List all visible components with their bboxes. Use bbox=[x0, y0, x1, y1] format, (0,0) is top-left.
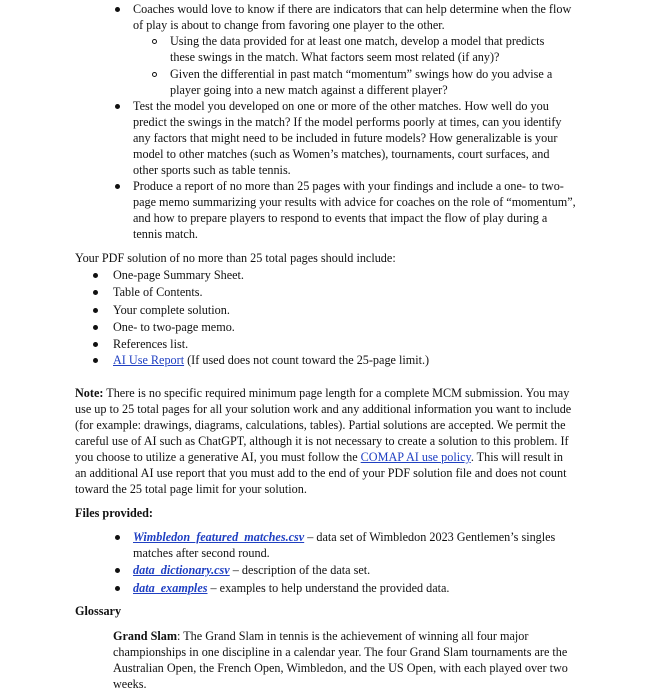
files-heading: Files provided: bbox=[75, 506, 153, 520]
pdf-item: Table of Contents. bbox=[113, 285, 203, 299]
pdf-item: One-page Summary Sheet. bbox=[113, 268, 244, 282]
bullet bbox=[115, 568, 120, 573]
data-dictionary-link[interactable]: data_dictionary.csv bbox=[133, 563, 230, 577]
pdf-item: Your complete solution. bbox=[113, 303, 230, 317]
question-3: Produce a report of no more than 25 pages with your findings and include a one- to two-page memo summarizing your results with advice for coaches on the role of “momentum”, and how to prepare players to respond to events that impact the flow of play during a tennis match. bbox=[133, 179, 576, 241]
wimbledon-csv-link[interactable]: Wimbledon_featured_matches.csv bbox=[133, 530, 305, 544]
glossary-term: Grand Slam bbox=[113, 629, 177, 643]
pdf-item-ai-report: AI Use Report (If used does not count toward the 25-page limit.) bbox=[113, 353, 430, 367]
question-1b: Given the differential in past match “momentum” swings how do you advise a player going into a new match against a different player? bbox=[170, 67, 553, 97]
bullet bbox=[93, 273, 98, 278]
data-examples-link[interactable]: data_examples bbox=[133, 581, 208, 595]
question-1a: Using the data provided for at least one match, develop a model that predicts these swings in the match. What factors seem most related (if any)? bbox=[170, 34, 545, 64]
file-item: Wimbledon_featured_matches.csv – data set of Wimbledon 2023 Gentlemen’s singles matches after second round. bbox=[133, 530, 556, 560]
glossary-entry: Grand Slam: The Grand Slam in tennis is the achievement of winning all four major championships in one discipline in a calendar year. The four Grand Slam tournaments are the Australian Open, the French Open, Wimbledon, and the US Open, with each played over two weeks. bbox=[113, 629, 568, 691]
bullet bbox=[93, 325, 98, 330]
note-paragraph: Note: There is no specific required minimum page length for a complete MCM submission. You may use up to 25 total pages for all your solution work and any additional information you want to include (for example: drawings, diagrams, calculations, tables). Partial solutions are accepted. We permit the careful use of AI such as ChatGPT, although it is not necessary to create a solution to this problem. If you choose to utilize a generative AI, you must follow the COMAP AI use policy. This will result in an additional AI use report that you must add to the end of your PDF solution file and does not count toward the 25 total page limit for your solution. bbox=[75, 386, 572, 496]
bullet bbox=[115, 104, 120, 109]
file-item: data_examples – examples to help understand the provided data. bbox=[133, 581, 450, 595]
bullet bbox=[115, 535, 120, 540]
file-item: data_dictionary.csv – description of the data set. bbox=[133, 563, 371, 577]
bullet bbox=[93, 290, 98, 295]
sub-bullet bbox=[152, 39, 157, 44]
pdf-item: References list. bbox=[113, 337, 189, 351]
bullet bbox=[115, 7, 120, 12]
question-2: Test the model you developed on one or more of the other matches. How well do you predict the swings in the match? If the model performs poorly at times, can you identify any factors that might need to be included in future models? How generalizable is your model to other matches (such as Women’s matches), tournaments, court surfaces, and other sports such as table tennis. bbox=[133, 99, 562, 177]
question-1: Coaches would love to know if there are indicators that can help determine when the flow of play is about to change from favoring one player to the other. bbox=[133, 2, 572, 32]
ai-use-report-link[interactable]: AI Use Report bbox=[113, 353, 185, 367]
bullet bbox=[93, 308, 98, 313]
bullet bbox=[115, 586, 120, 591]
pdf-item: One- to two-page memo. bbox=[113, 320, 235, 334]
glossary-heading: Glossary bbox=[75, 604, 122, 618]
sub-bullet bbox=[152, 72, 157, 77]
bullet bbox=[93, 358, 98, 363]
pdf-intro: Your PDF solution of no more than 25 total pages should include: bbox=[75, 251, 396, 265]
comap-ai-policy-link[interactable]: COMAP AI use policy bbox=[360, 450, 471, 464]
bullet bbox=[93, 342, 98, 347]
note-label: Note: bbox=[75, 386, 104, 400]
bullet bbox=[115, 184, 120, 189]
